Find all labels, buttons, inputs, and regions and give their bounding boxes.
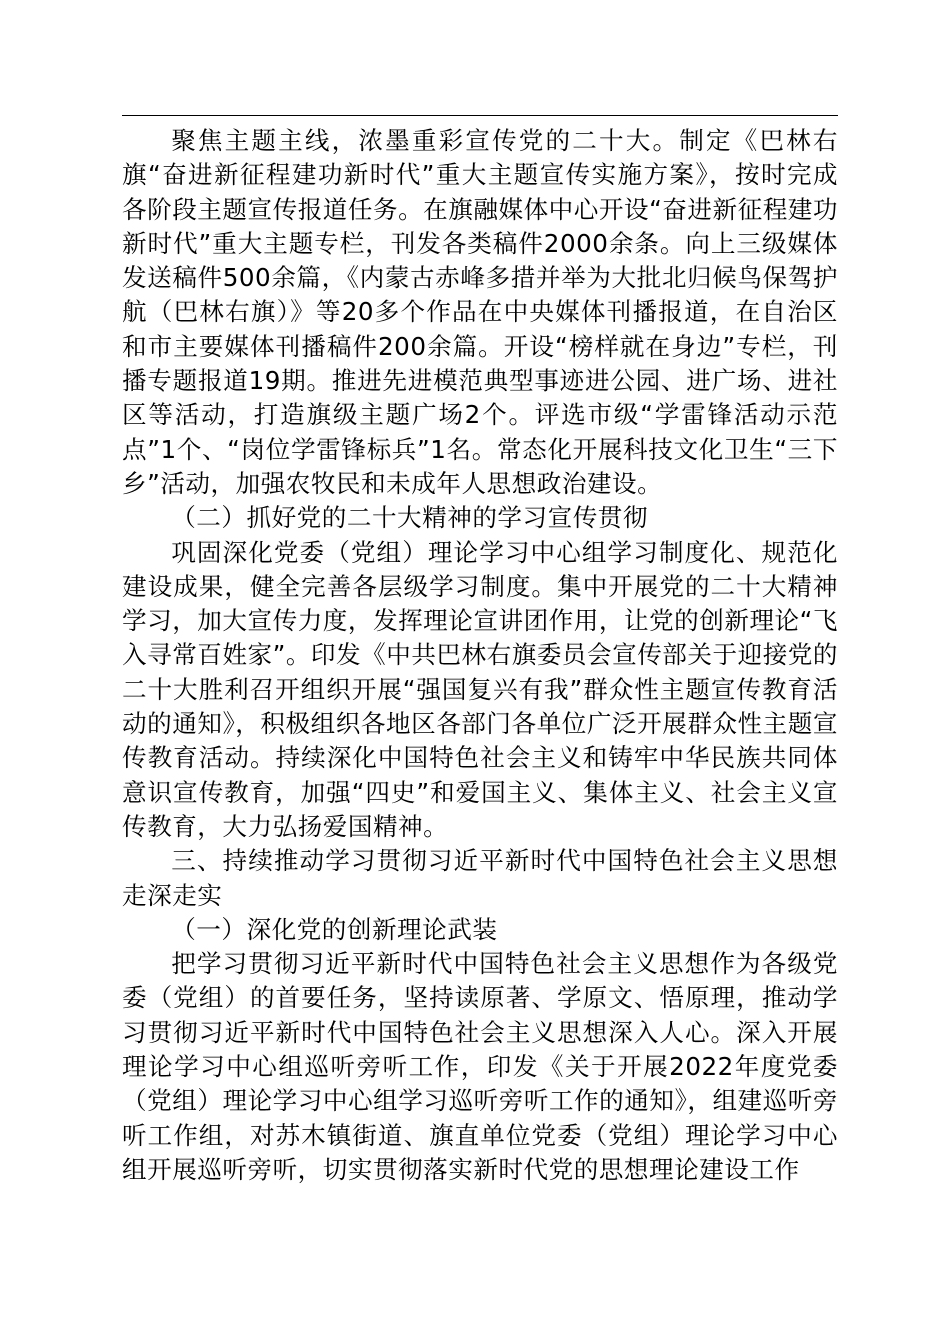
header-rule [122,115,838,116]
paragraph-theory-study: 巩固深化党委（党组）理论学习中心组学习制度化、规范化建设成果，健全完善各层级学习制度。集中开展党的二十大精神学习，加大宣传力度，发挥理论宣讲团作用，让党的创新理论“飞入寻常百姓家”。印发《中共巴林右旗委员会宣传部关于迎接党的二十大胜利召开组织开展“强国复兴有我”群众性主题宣传教育活动的通知》，积极组织各地区各部门各单位广泛开展群众性主题宣传教育活动。持续深化中国特色社会主义和铸牢中华民族共同体意识宣传教育，加强“四史”和爱国主义、集体主义、社会主义宣传教育，大力弘扬爱国精神。 [122,537,838,841]
paragraph-publicity-work: 聚焦主题主线，浓墨重彩宣传党的二十大。制定《巴林右旗“奋进新征程建功新时代”重大主题宣传实施方案》，按时完成各阶段主题宣传报道任务。在旗融媒体中心开设“奋进新征程建功新时代”重大主题专栏，刊发各类稿件2000余条。向上三级媒体发送稿件500余篇，《内蒙古赤峰多措并举为大批北归候鸟保驾护航（巴林右旗）》等20多个作品在中央媒体刊播报道，在自治区和市主要媒体刊播稿件200余篇。开设“榜样就在身边”专栏，刊播专题报道19期。推进先进模范典型事迹进公园、进广场、进社区等活动，打造旗级主题广场2个。评选市级“学雷锋活动示范点”1个、“岗位学雷锋标兵”1名。常态化开展科技文化卫生“三下乡”活动，加强农牧民和未成年人思想政治建设。 [122,126,838,498]
subheading-theory-armament: （一）深化党的创新理论武装 [171,914,498,944]
subheading-study-congress-spirit: （二）抓好党的二十大精神的学习宣传贯彻 [171,503,648,533]
document-body [122,124,838,1187]
section-heading-three: 三、持续推动学习贯彻习近平新时代中国特色社会主义思想走深走实 [122,846,838,910]
paragraph-theory-armament: 把学习贯彻习近平新时代中国特色社会主义思想作为各级党委（党组）的首要任务，坚持读原著、学原文、悟原理，推动学习贯彻习近平新时代中国特色社会主义思想深入人心。深入开展理论学习中心组巡听旁听工作，印发《关于开展2022年度党委（党组）理论学习中心组学习巡听旁听工作的通知》，组建巡听旁听工作组，对苏木镇街道、旗直单位党委（党组）理论学习中心组开展巡听旁听，切实贯彻落实新时代党的思想理论建设工作 [122,949,838,1184]
